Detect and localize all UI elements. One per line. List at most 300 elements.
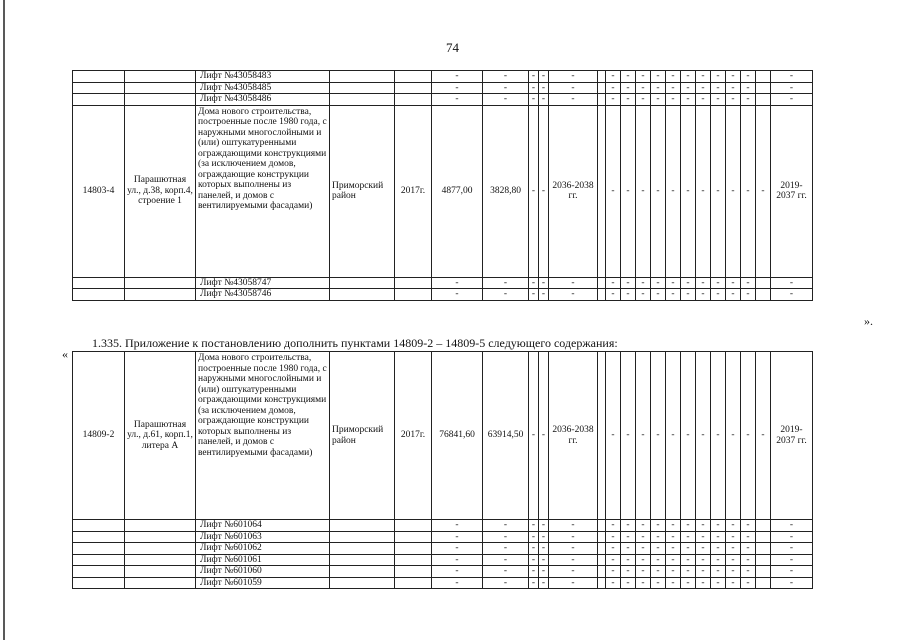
id-cell <box>73 277 125 289</box>
address-cell <box>125 554 196 566</box>
dash-cell: - <box>711 105 726 277</box>
id-cell <box>73 82 125 94</box>
dash-cell: - <box>549 554 598 566</box>
building-address: Парашютная ул., д.38, корп.4, строение 1 <box>125 105 196 277</box>
dash-cell: - <box>606 577 621 589</box>
dash-cell: - <box>741 520 756 532</box>
empty-cell <box>756 554 771 566</box>
id-cell <box>73 554 125 566</box>
dash-cell: - <box>636 71 651 83</box>
dash-cell: - <box>681 531 696 543</box>
dash-cell: - <box>726 289 741 301</box>
opening-quote: « <box>62 347 68 361</box>
address-cell <box>125 94 196 106</box>
dash-cell: - <box>771 82 813 94</box>
dash-cell: - <box>483 277 529 289</box>
dash-cell: - <box>726 82 741 94</box>
lift-row <box>73 554 813 566</box>
dash-cell: - <box>726 577 741 589</box>
lift-row <box>73 277 813 289</box>
dash-cell: - <box>539 289 549 301</box>
area-total: 76841,60 <box>432 352 483 520</box>
dash-cell: - <box>726 543 741 555</box>
register-table-2 <box>72 351 813 589</box>
dash-cell: - <box>651 577 666 589</box>
dash-cell: - <box>483 543 529 555</box>
dash-cell: - <box>636 277 651 289</box>
district-cell <box>330 82 395 94</box>
lift-row <box>73 577 813 589</box>
dash-cell: - <box>606 531 621 543</box>
dash-cell: - <box>539 531 549 543</box>
dash-cell: - <box>666 531 681 543</box>
dash-cell: - <box>741 352 756 520</box>
dash-cell: - <box>651 543 666 555</box>
dash-cell: - <box>549 94 598 106</box>
dash-cell: - <box>636 554 651 566</box>
dash-cell: - <box>549 289 598 301</box>
year-cell <box>395 289 432 301</box>
lift-name: Лифт №601063 <box>196 531 330 543</box>
dash-cell: - <box>651 520 666 532</box>
building-district: Приморский район <box>330 352 395 520</box>
dash-cell: - <box>771 94 813 106</box>
empty-cell <box>598 554 606 566</box>
dash-cell: - <box>539 520 549 532</box>
id-cell <box>73 577 125 589</box>
year-cell <box>395 566 432 578</box>
dash-cell: - <box>621 82 636 94</box>
dash-cell: - <box>606 94 621 106</box>
lift-name: Лифт №43058747 <box>196 277 330 289</box>
dash-cell: - <box>483 577 529 589</box>
building-row <box>73 105 813 277</box>
empty-cell <box>598 577 606 589</box>
dash-cell: - <box>606 566 621 578</box>
dash-cell: - <box>771 531 813 543</box>
empty-cell <box>598 531 606 543</box>
dash-cell: - <box>529 289 539 301</box>
lift-name: Лифт №601059 <box>196 577 330 589</box>
dash-cell: - <box>651 94 666 106</box>
building-description: Дома нового строительства, построенные после 1980 года, с наружными многослойными и (или) оштукатуренными ограждающими конструкциями (за исключением домов, ограждающие конструкции которых выполнены из панелей, и домов с вентилируемыми фасадами) <box>196 352 330 520</box>
dash-cell: - <box>771 71 813 83</box>
year-cell <box>395 554 432 566</box>
dash-cell: - <box>606 352 621 520</box>
lift-name: Лифт №43058485 <box>196 82 330 94</box>
dash-cell: - <box>711 520 726 532</box>
dash-cell: - <box>726 554 741 566</box>
dash-cell: - <box>741 277 756 289</box>
dash-cell: - <box>726 352 741 520</box>
dash-cell: - <box>651 82 666 94</box>
dash-cell: - <box>621 105 636 277</box>
dash-cell: - <box>711 352 726 520</box>
dash-cell: - <box>432 566 483 578</box>
dash-cell: - <box>771 543 813 555</box>
dash-cell: - <box>621 94 636 106</box>
empty-cell <box>598 105 606 277</box>
dash-cell: - <box>483 520 529 532</box>
dash-cell: - <box>621 277 636 289</box>
dash-cell: - <box>539 543 549 555</box>
dash-cell: - <box>711 531 726 543</box>
dash-cell: - <box>636 577 651 589</box>
dash-cell: - <box>681 94 696 106</box>
dash-cell: - <box>549 577 598 589</box>
dash-cell: - <box>432 577 483 589</box>
year-cell <box>395 520 432 532</box>
dash-cell: - <box>696 277 711 289</box>
dash-cell: - <box>681 105 696 277</box>
dash-cell: - <box>636 543 651 555</box>
building-id: 14803-4 <box>73 105 125 277</box>
dash-cell: - <box>549 566 598 578</box>
id-cell <box>73 94 125 106</box>
dash-cell: - <box>711 277 726 289</box>
register-table-1 <box>72 70 813 301</box>
dash-cell: - <box>606 520 621 532</box>
dash-cell: - <box>741 543 756 555</box>
dash-cell: - <box>666 577 681 589</box>
dash-cell: - <box>651 554 666 566</box>
dash-cell: - <box>432 554 483 566</box>
dash-cell: - <box>681 352 696 520</box>
dash-cell: - <box>529 94 539 106</box>
dash-cell: - <box>741 105 756 277</box>
dash-cell: - <box>483 94 529 106</box>
dash-cell: - <box>771 566 813 578</box>
dash-cell: - <box>726 520 741 532</box>
empty-cell <box>598 543 606 555</box>
dash-cell: - <box>741 577 756 589</box>
building-year: 2017г. <box>395 352 432 520</box>
year-cell <box>395 543 432 555</box>
dash-cell: - <box>711 566 726 578</box>
building-row <box>73 352 813 520</box>
dash-cell: - <box>529 577 539 589</box>
dash-cell: - <box>726 71 741 83</box>
dash-cell: - <box>681 577 696 589</box>
dash-cell: - <box>483 71 529 83</box>
dash-cell: - <box>711 71 726 83</box>
dash-cell: - <box>529 531 539 543</box>
lift-row <box>73 289 813 301</box>
dash-cell: - <box>483 554 529 566</box>
year-cell <box>395 531 432 543</box>
period-a: 2036-2038 гг. <box>549 352 598 520</box>
lift-name: Лифт №601060 <box>196 566 330 578</box>
dash-cell: - <box>432 71 483 83</box>
dash-cell: - <box>681 71 696 83</box>
dash-cell: - <box>666 520 681 532</box>
dash-cell: - <box>621 289 636 301</box>
lift-row <box>73 82 813 94</box>
dash-cell: - <box>529 82 539 94</box>
area-total: 4877,00 <box>432 105 483 277</box>
empty-cell <box>598 71 606 83</box>
dash-cell: - <box>696 531 711 543</box>
building-id: 14809-2 <box>73 352 125 520</box>
dash-cell: - <box>432 94 483 106</box>
id-cell <box>73 566 125 578</box>
dash-cell: - <box>741 554 756 566</box>
dash-cell: - <box>771 577 813 589</box>
dash-cell: - <box>636 82 651 94</box>
dash-cell: - <box>432 289 483 301</box>
district-cell <box>330 71 395 83</box>
lift-name: Лифт №43058746 <box>196 289 330 301</box>
district-cell <box>330 577 395 589</box>
dash-cell: - <box>539 566 549 578</box>
period-a: 2036-2038 гг. <box>549 105 598 277</box>
dash-cell: - <box>681 566 696 578</box>
id-cell <box>73 531 125 543</box>
dash-cell: - <box>529 105 539 277</box>
dash-cell: - <box>726 94 741 106</box>
dash-cell: - <box>681 289 696 301</box>
dash-cell: - <box>651 277 666 289</box>
building-year: 2017г. <box>395 105 432 277</box>
empty-cell <box>598 566 606 578</box>
year-cell <box>395 94 432 106</box>
dash-cell: - <box>666 554 681 566</box>
dash-cell: - <box>483 289 529 301</box>
dash-cell: - <box>666 543 681 555</box>
lift-row <box>73 531 813 543</box>
dash-cell: - <box>666 277 681 289</box>
dash-cell: - <box>621 566 636 578</box>
building-district: Приморский район <box>330 105 395 277</box>
dash-cell: - <box>711 543 726 555</box>
dash-cell: - <box>549 71 598 83</box>
lift-name: Лифт №601061 <box>196 554 330 566</box>
dash-cell: - <box>666 105 681 277</box>
period-b: 2019-2037 гг. <box>771 352 813 520</box>
dash-cell: - <box>606 543 621 555</box>
id-cell <box>73 71 125 83</box>
dash-cell: - <box>529 566 539 578</box>
dash-cell: - <box>726 277 741 289</box>
dash-cell: - <box>741 531 756 543</box>
dash-cell: - <box>696 543 711 555</box>
dash-cell: - <box>483 566 529 578</box>
dash-cell: - <box>651 566 666 578</box>
empty-cell <box>756 520 771 532</box>
empty-cell <box>756 543 771 555</box>
year-cell <box>395 82 432 94</box>
dash-cell: - <box>696 289 711 301</box>
dash-cell: - <box>529 543 539 555</box>
building-address: Парашютная ул., д.61, корп.1, литера А <box>125 352 196 520</box>
dash-cell: - <box>756 352 771 520</box>
page-number: 74 <box>446 40 459 55</box>
lift-row <box>73 566 813 578</box>
dash-cell: - <box>711 94 726 106</box>
dash-cell: - <box>549 82 598 94</box>
closing-quote: ». <box>864 314 873 328</box>
dash-cell: - <box>651 71 666 83</box>
dash-cell: - <box>432 82 483 94</box>
building-description: Дома нового строительства, построенные после 1980 года, с наружными многослойными и (или) оштукатуренными ограждающими конструкциями (за исключением домов, ограждающие конструкции которых выполнены из панелей, и домов с вентилируемыми фасадами) <box>196 105 330 277</box>
dash-cell: - <box>529 520 539 532</box>
dash-cell: - <box>696 554 711 566</box>
dash-cell: - <box>636 531 651 543</box>
dash-cell: - <box>651 352 666 520</box>
period-b: 2019-2037 гг. <box>771 105 813 277</box>
dash-cell: - <box>539 82 549 94</box>
dash-cell: - <box>529 554 539 566</box>
dash-cell: - <box>771 277 813 289</box>
dash-cell: - <box>549 520 598 532</box>
id-cell <box>73 520 125 532</box>
address-cell <box>125 289 196 301</box>
year-cell <box>395 277 432 289</box>
empty-cell <box>756 289 771 301</box>
dash-cell: - <box>621 531 636 543</box>
lift-name: Лифт №601062 <box>196 543 330 555</box>
empty-cell <box>756 531 771 543</box>
dash-cell: - <box>621 554 636 566</box>
dash-cell: - <box>696 352 711 520</box>
district-cell <box>330 289 395 301</box>
address-cell <box>125 531 196 543</box>
dash-cell: - <box>549 531 598 543</box>
dash-cell: - <box>621 577 636 589</box>
dash-cell: - <box>666 82 681 94</box>
dash-cell: - <box>539 105 549 277</box>
lift-row <box>73 71 813 83</box>
lift-row <box>73 520 813 532</box>
dash-cell: - <box>539 277 549 289</box>
dash-cell: - <box>666 289 681 301</box>
dash-cell: - <box>549 277 598 289</box>
dash-cell: - <box>771 554 813 566</box>
lift-name: Лифт №43058483 <box>196 71 330 83</box>
dash-cell: - <box>539 352 549 520</box>
empty-cell <box>756 566 771 578</box>
lift-row <box>73 543 813 555</box>
dash-cell: - <box>756 105 771 277</box>
section-paragraph: 1.335. Приложение к постановлению дополнить пунктами 14809-2 – 14809-5 следующего содержания: <box>92 336 618 350</box>
dash-cell: - <box>606 105 621 277</box>
id-cell <box>73 289 125 301</box>
dash-cell: - <box>636 352 651 520</box>
dash-cell: - <box>432 520 483 532</box>
dash-cell: - <box>549 543 598 555</box>
dash-cell: - <box>636 566 651 578</box>
dash-cell: - <box>711 82 726 94</box>
dash-cell: - <box>529 277 539 289</box>
dash-cell: - <box>696 94 711 106</box>
lift-name: Лифт №601064 <box>196 520 330 532</box>
district-cell <box>330 566 395 578</box>
empty-cell <box>756 577 771 589</box>
dash-cell: - <box>606 71 621 83</box>
dash-cell: - <box>711 289 726 301</box>
address-cell <box>125 543 196 555</box>
dash-cell: - <box>741 82 756 94</box>
empty-cell <box>756 277 771 289</box>
dash-cell: - <box>681 554 696 566</box>
empty-cell <box>756 71 771 83</box>
dash-cell: - <box>483 531 529 543</box>
dash-cell: - <box>771 289 813 301</box>
dash-cell: - <box>726 531 741 543</box>
address-cell <box>125 277 196 289</box>
dash-cell: - <box>666 71 681 83</box>
dash-cell: - <box>771 520 813 532</box>
dash-cell: - <box>726 105 741 277</box>
empty-cell <box>598 352 606 520</box>
empty-cell <box>598 520 606 532</box>
area-living: 63914,50 <box>483 352 529 520</box>
dash-cell: - <box>651 105 666 277</box>
lift-row <box>73 94 813 106</box>
scan-edge-mark <box>3 0 5 640</box>
address-cell <box>125 520 196 532</box>
dash-cell: - <box>621 543 636 555</box>
dash-cell: - <box>621 352 636 520</box>
dash-cell: - <box>681 543 696 555</box>
dash-cell: - <box>666 566 681 578</box>
dash-cell: - <box>651 531 666 543</box>
dash-cell: - <box>621 520 636 532</box>
dash-cell: - <box>432 543 483 555</box>
empty-cell <box>756 82 771 94</box>
empty-cell <box>598 289 606 301</box>
lift-name: Лифт №43058486 <box>196 94 330 106</box>
dash-cell: - <box>539 577 549 589</box>
dash-cell: - <box>741 289 756 301</box>
address-cell <box>125 82 196 94</box>
district-cell <box>330 520 395 532</box>
dash-cell: - <box>529 71 539 83</box>
dash-cell: - <box>636 289 651 301</box>
dash-cell: - <box>621 71 636 83</box>
dash-cell: - <box>681 82 696 94</box>
empty-cell <box>756 94 771 106</box>
dash-cell: - <box>636 520 651 532</box>
dash-cell: - <box>606 289 621 301</box>
dash-cell: - <box>666 94 681 106</box>
address-cell <box>125 577 196 589</box>
dash-cell: - <box>681 520 696 532</box>
dash-cell: - <box>711 577 726 589</box>
district-cell <box>330 94 395 106</box>
dash-cell: - <box>711 554 726 566</box>
dash-cell: - <box>696 105 711 277</box>
year-cell <box>395 71 432 83</box>
dash-cell: - <box>539 554 549 566</box>
dash-cell: - <box>696 520 711 532</box>
district-cell <box>330 543 395 555</box>
dash-cell: - <box>636 105 651 277</box>
district-cell <box>330 531 395 543</box>
dash-cell: - <box>432 277 483 289</box>
dash-cell: - <box>696 82 711 94</box>
year-cell <box>395 577 432 589</box>
dash-cell: - <box>606 554 621 566</box>
address-cell <box>125 566 196 578</box>
dash-cell: - <box>539 71 549 83</box>
dash-cell: - <box>651 289 666 301</box>
empty-cell <box>598 277 606 289</box>
dash-cell: - <box>539 94 549 106</box>
dash-cell: - <box>606 277 621 289</box>
dash-cell: - <box>681 277 696 289</box>
empty-cell <box>598 82 606 94</box>
